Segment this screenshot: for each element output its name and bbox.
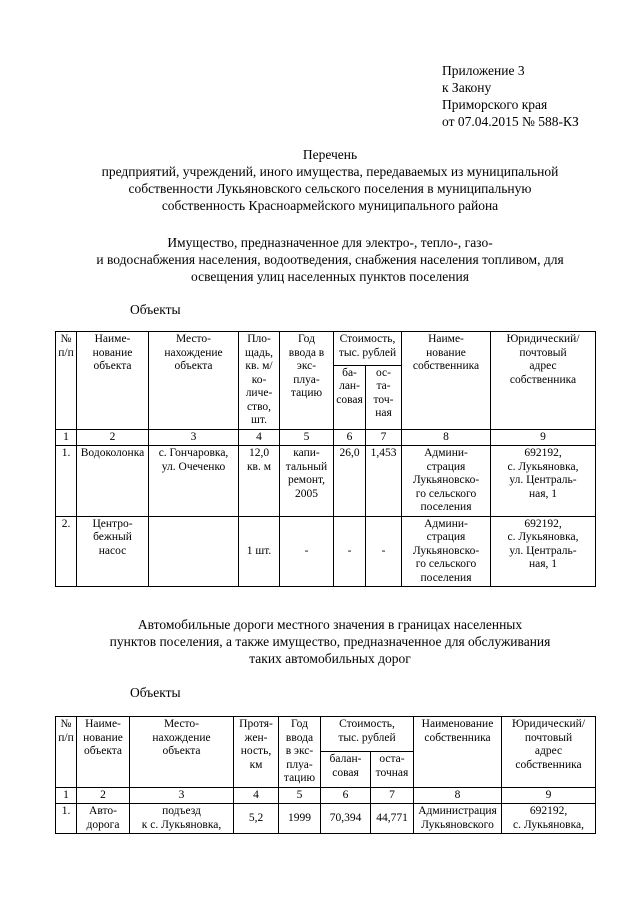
title-heading: Перечень: [302, 147, 358, 162]
cell-year: -: [280, 516, 334, 587]
table-row: [56, 516, 596, 587]
title-line: собственность Красноармейского муниципального района: [161, 198, 499, 213]
header-owner: Наименование собственника: [414, 717, 502, 788]
header-num: № п/п: [56, 717, 77, 788]
cell-address: 692192, с. Лукьяновка,: [502, 804, 596, 834]
objects-table-1: [55, 331, 596, 587]
annex-header: [442, 62, 579, 130]
cell-address: 692192, с. Лукьяновка, ул. Централь- ная, 1: [491, 446, 596, 517]
column-number: 1: [56, 787, 77, 804]
header-residual: ос- та- точ- ная: [366, 365, 402, 429]
header-balance: ба- лан- совая: [334, 365, 366, 429]
cell-residual: -: [366, 516, 402, 587]
column-number: 3: [149, 429, 239, 446]
cell-area: 1 шт.: [239, 516, 280, 587]
column-number: 2: [77, 429, 149, 446]
header-location: Место- нахождение объекта: [149, 332, 239, 430]
section-line: Имущество, предназначенное для электро-, тепло-, газо-: [167, 235, 493, 250]
header-cost: Стоимость, тыс. рублей: [334, 332, 402, 366]
column-number: 2: [77, 787, 130, 804]
cell-year: 1999: [279, 804, 321, 834]
column-number: 6: [321, 787, 371, 804]
title-line: собственности Лукьяновского сельского поселения в муниципальную: [128, 181, 532, 196]
annex-line: Приложение 3: [442, 63, 525, 78]
header-owner: Наиме- нование собственника: [402, 332, 491, 430]
cell-residual: 44,771: [371, 804, 414, 834]
header-year: Год ввода в экс- плуа- тацию: [279, 717, 321, 788]
cell-num: 1.: [56, 804, 77, 834]
cell-owner: Администрация Лукьяновского: [414, 804, 502, 834]
annex-line: Приморского края: [442, 97, 548, 112]
cell-num: 1.: [56, 446, 77, 517]
cell-location: [149, 516, 239, 587]
cell-balance: 26,0: [334, 446, 366, 517]
header-residual: оста- точная: [371, 752, 414, 787]
cell-name: Водоколонка: [77, 446, 149, 517]
cell-year: капи- тальный ремонт, 2005: [280, 446, 334, 517]
cell-balance: -: [334, 516, 366, 587]
header-year: Год ввода в экс- плуа- тацию: [280, 332, 334, 430]
column-number: 3: [130, 787, 234, 804]
header-location: Место- нахождение объекта: [130, 717, 234, 788]
document-title: [40, 146, 620, 214]
cell-address: 692192, с. Лукьяновка, ул. Централь- ная, 1: [491, 516, 596, 587]
cell-name: Центро- бежный насос: [77, 516, 149, 587]
section-line: Автомобильные дороги местного значения в границах населенных: [137, 617, 523, 632]
header-name: Наиме- нование объекта: [77, 717, 130, 788]
cell-length: 5,2: [234, 804, 279, 834]
column-number: 4: [239, 429, 280, 446]
cell-owner: Админи- страция Лукьяновско- го сельского поселения: [402, 446, 491, 517]
cell-location: с. Гончаровка, ул. Очеченко: [149, 446, 239, 517]
column-number: 9: [491, 429, 596, 446]
header-address: Юридический/ почтовый адрес собственника: [491, 332, 596, 430]
header-cost: Стоимость, тыс. рублей: [321, 717, 414, 752]
section-line: пунктов поселения, а также имущество, предназначенное для обслуживания: [109, 634, 551, 649]
section1-heading: [40, 234, 620, 285]
table-row: [56, 804, 596, 834]
column-number: 7: [371, 787, 414, 804]
table-row: [56, 446, 596, 517]
header-name: Наиме- нование объекта: [77, 332, 149, 430]
header-length: Протя- жен- ность, км: [234, 717, 279, 788]
section-line: освещения улиц населенных пунктов поселения: [191, 269, 469, 284]
column-number: 8: [414, 787, 502, 804]
column-number: 5: [279, 787, 321, 804]
section-line: и водоснабжения населения, водоотведения, снабжения населения топливом, для: [96, 252, 564, 267]
objects-label: Объекты: [130, 685, 181, 700]
header-balance: балан- совая: [321, 752, 371, 787]
column-number: 9: [502, 787, 596, 804]
column-number: 4: [234, 787, 279, 804]
cell-num: 2.: [56, 516, 77, 587]
objects-label: Объекты: [130, 302, 181, 317]
section-line: таких автомобильных дорог: [249, 651, 411, 666]
header-address: Юридический/ почтовый адрес собственника: [502, 717, 596, 788]
cell-owner: Админи- страция Лукьяновско- го сельского поселения: [402, 516, 491, 587]
cell-location: подъезд к с. Лукьяновка,: [130, 804, 234, 834]
header-area: Пло- щадь, кв. м/ ко- личе- ство, шт.: [239, 332, 280, 430]
title-line: предприятий, учреждений, иного имущества, передаваемых из муниципальной: [101, 164, 559, 179]
section2-heading: [40, 616, 620, 667]
column-number: 7: [366, 429, 402, 446]
column-number: 5: [280, 429, 334, 446]
column-number: 6: [334, 429, 366, 446]
cell-name: Авто- дорога: [77, 804, 130, 834]
cell-balance: 70,394: [321, 804, 371, 834]
objects-table-2: [55, 716, 596, 834]
column-number: 8: [402, 429, 491, 446]
annex-line: к Закону: [442, 80, 492, 95]
cell-residual: 1,453: [366, 446, 402, 517]
column-number: 1: [56, 429, 77, 446]
header-num: № п/п: [56, 332, 77, 430]
annex-line: от 07.04.2015 № 588-КЗ: [442, 114, 579, 129]
cell-area: 12,0 кв. м: [239, 446, 280, 517]
